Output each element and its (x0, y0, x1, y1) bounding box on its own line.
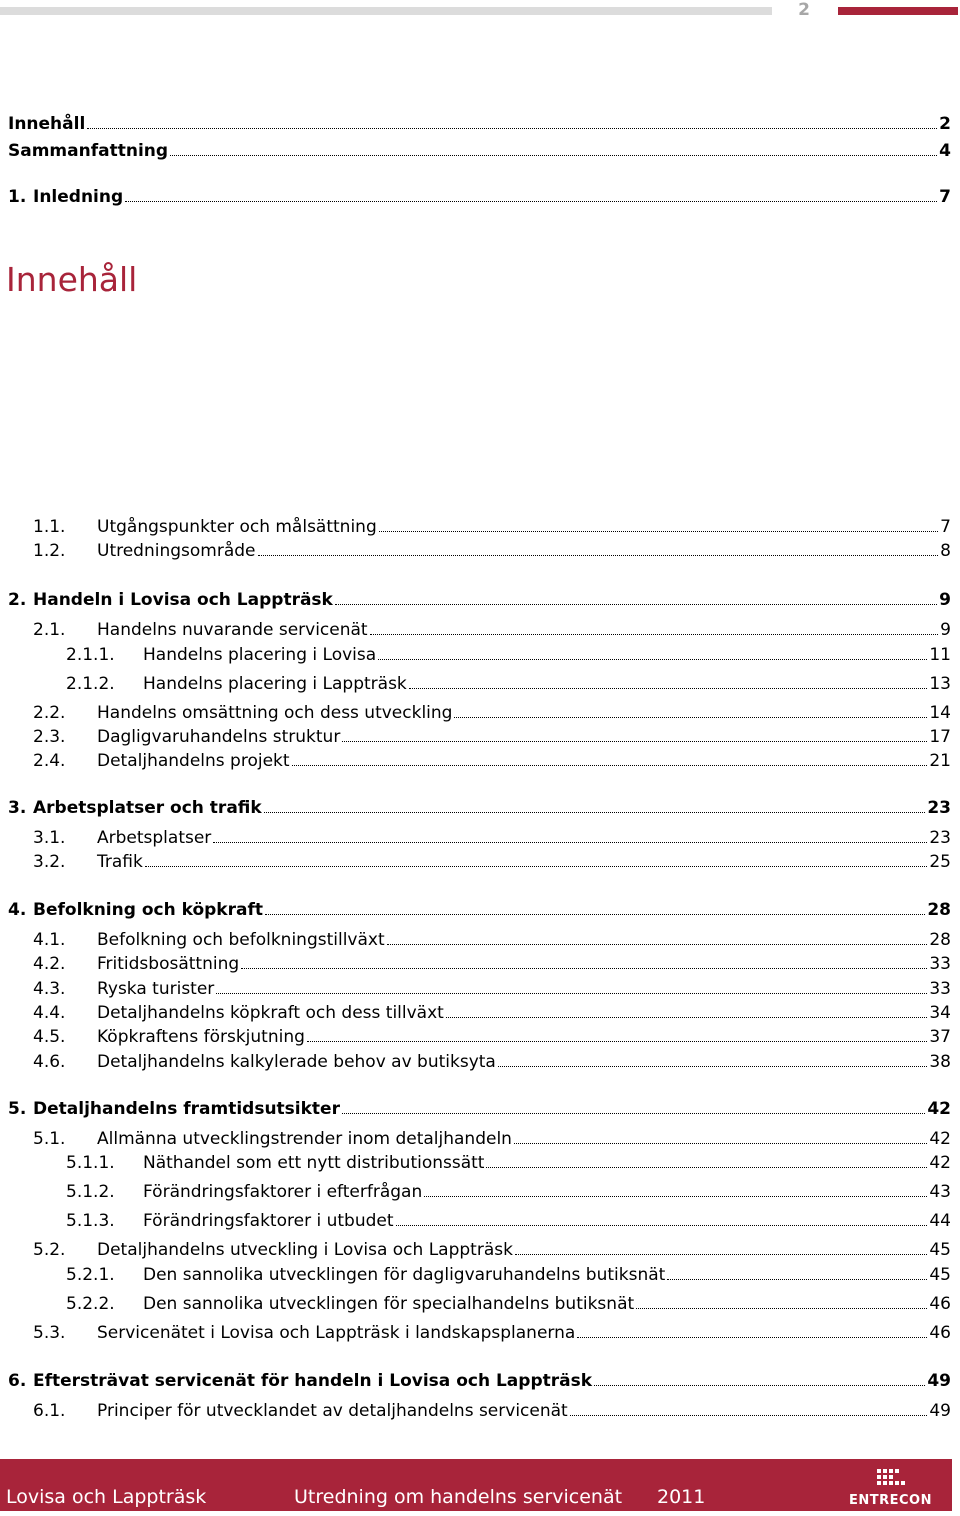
toc-entry-page: 42 (929, 1129, 951, 1149)
toc-entry-number: 5.2.2. (66, 1294, 115, 1314)
toc-entry-number: 4.3. (33, 979, 66, 999)
toc-entry-page: 9 (939, 590, 951, 610)
header-rule-accent (838, 7, 958, 15)
toc-leader-dots (570, 1414, 928, 1416)
toc-leader-dots (636, 1307, 927, 1309)
toc-entry-page: 42 (927, 1099, 951, 1119)
toc-entry-page: 9 (940, 620, 951, 640)
toc-entry[interactable] (0, 1294, 951, 1318)
toc-entry[interactable] (0, 674, 951, 698)
toc-entry-title: Eftersträvat servicenät för handeln i Lovisa och Lappträsk (33, 1371, 593, 1391)
toc-entry-page: 49 (927, 1371, 951, 1391)
toc-entry-page: 49 (929, 1401, 951, 1421)
toc-entry-number: 4.1. (33, 930, 66, 950)
footer-logo-text: ENTRECON (849, 1493, 932, 1508)
toc-entry-title: Utredningsområde (97, 541, 256, 561)
toc-leader-dots (396, 1224, 928, 1226)
toc-entry-page: 33 (929, 979, 951, 999)
toc-entry[interactable] (0, 1027, 951, 1051)
toc-entry-number: 5.1. (33, 1129, 66, 1149)
toc-entry-page: 11 (929, 645, 951, 665)
toc-entry-number: 6.1. (33, 1401, 66, 1421)
toc-leader-dots (307, 1040, 927, 1042)
toc-entry[interactable] (0, 828, 951, 852)
toc-entry-number: 2.2. (33, 703, 66, 723)
toc-entry-number: 2.4. (33, 751, 66, 771)
toc-leader-dots (241, 967, 927, 969)
toc-entry-title: Den sannolika utvecklingen för dagligvaruhandelns butiksnät (143, 1265, 666, 1285)
toc-entry[interactable] (0, 1182, 951, 1206)
toc-entry-title: Handelns placering i Lovisa (143, 645, 377, 665)
toc-leader-dots (387, 943, 928, 945)
toc-entry-title: Sammanfattning (8, 141, 169, 161)
toc-leader-dots (424, 1195, 927, 1197)
toc-entry[interactable] (0, 1003, 951, 1027)
toc-entry-page: 45 (929, 1240, 951, 1260)
toc-entry[interactable] (0, 141, 951, 165)
toc-entry[interactable] (0, 1371, 951, 1395)
toc-entry[interactable] (0, 1153, 951, 1177)
toc-entry-title: Trafik (97, 852, 143, 872)
toc-leader-dots (514, 1142, 927, 1144)
toc-leader-dots (446, 1016, 928, 1018)
toc-entry-number: 2.1. (33, 620, 66, 640)
toc-entry-number: 5.1.3. (66, 1211, 115, 1231)
toc-entry[interactable] (0, 541, 951, 565)
toc-entry[interactable] (0, 187, 951, 211)
toc-leader-dots (454, 716, 927, 718)
toc-entry-title: Servicenätet i Lovisa och Lappträsk i landskapsplanerna (97, 1323, 576, 1343)
page-title: Innehåll (6, 260, 138, 299)
toc-entry[interactable] (0, 1401, 951, 1425)
toc-entry-page: 8 (940, 541, 951, 561)
toc-entry-title: Detaljhandelns kalkylerade behov av butiksyta (97, 1052, 496, 1072)
toc-entry[interactable] (0, 590, 951, 614)
toc-leader-dots (577, 1336, 927, 1338)
toc-entry[interactable] (0, 620, 951, 644)
toc-leader-dots (667, 1278, 927, 1280)
toc-entry-number: 5.2. (33, 1240, 66, 1260)
toc-leader-dots (87, 127, 937, 129)
header-rule-gray (0, 7, 772, 15)
toc-entry[interactable] (0, 1129, 951, 1153)
toc-entry[interactable] (0, 954, 951, 978)
toc-entry[interactable] (0, 1323, 951, 1347)
toc-entry-number: 1.2. (33, 541, 66, 561)
toc-entry[interactable] (0, 1211, 951, 1235)
toc-entry-page: 7 (940, 517, 951, 537)
toc-leader-dots (216, 992, 927, 994)
toc-entry-page: 13 (929, 674, 951, 694)
toc-leader-dots (265, 913, 925, 915)
toc-entry-title: Fritidsbosättning (97, 954, 240, 974)
toc-entry-page: 42 (929, 1153, 951, 1173)
toc-entry-page: 38 (929, 1052, 951, 1072)
toc-entry-page: 43 (929, 1182, 951, 1202)
toc-leader-dots (335, 603, 937, 605)
toc-entry[interactable] (0, 852, 951, 876)
toc-entry-title: Köpkraftens förskjutning (97, 1027, 305, 1047)
toc-entry-page: 7 (939, 187, 951, 207)
toc-entry-number: 3.2. (33, 852, 66, 872)
toc-entry-page: 21 (929, 751, 951, 771)
toc-entry[interactable] (0, 751, 951, 775)
toc-entry-number: 2. (8, 590, 27, 610)
toc-entry[interactable] (0, 979, 951, 1003)
toc-entry-title: Detaljhandelns utveckling i Lovisa och Lappträsk (97, 1240, 513, 1260)
toc-entry-number: 2.1.2. (66, 674, 115, 694)
toc-entry[interactable] (0, 1052, 951, 1076)
toc-entry-number: 2.3. (33, 727, 66, 747)
toc-leader-dots (370, 633, 939, 635)
toc-leader-dots (145, 865, 928, 867)
toc-entry-title: Förändringsfaktorer i efterfrågan (143, 1182, 423, 1202)
toc-entry-page: 2 (939, 114, 951, 134)
toc-entry-number: 3. (8, 798, 27, 818)
toc-entry-title: Ryska turister (97, 979, 215, 999)
page-number: 2 (798, 0, 810, 20)
toc-entry-number: 4. (8, 900, 27, 920)
toc-entry[interactable] (0, 727, 951, 751)
toc-entry-title: Arbetsplatser och trafik (33, 798, 262, 818)
toc-leader-dots (258, 554, 939, 556)
toc-entry-number: 4.4. (33, 1003, 66, 1023)
toc-entry[interactable] (0, 114, 951, 138)
toc-leader-dots (379, 530, 938, 532)
toc-entry-page: 23 (929, 828, 951, 848)
footer-left-text: Lovisa och Lappträsk (6, 1486, 207, 1508)
toc-entry-page: 44 (929, 1211, 951, 1231)
footer-center-text: Utredning om handelns servicenät (294, 1486, 623, 1508)
toc-entry-title: Detaljhandelns projekt (97, 751, 290, 771)
toc-entry-title: Handeln i Lovisa och Lappträsk (33, 590, 333, 610)
toc-entry-title: Förändringsfaktorer i utbudet (143, 1211, 394, 1231)
toc-entry[interactable] (0, 703, 951, 727)
toc-leader-dots (170, 154, 937, 156)
toc-entry-page: 14 (929, 703, 951, 723)
toc-entry-title: Befolkning och köpkraft (33, 900, 263, 920)
toc-entry-number: 1.1. (33, 517, 66, 537)
toc-entry-page: 46 (929, 1294, 951, 1314)
toc-entry-number: 5.2.1. (66, 1265, 115, 1285)
toc-leader-dots (264, 811, 926, 813)
toc-leader-dots (292, 764, 928, 766)
toc-entry-title: Handelns nuvarande servicenät (97, 620, 368, 640)
toc-entry-page: 45 (929, 1265, 951, 1285)
toc-entry-number: 1. (8, 187, 27, 207)
toc-entry-page: 4 (939, 141, 951, 161)
toc-entry-number: 5. (8, 1099, 27, 1119)
toc-entry-title: Detaljhandelns framtidsutsikter (33, 1099, 340, 1119)
toc-entry-page: 34 (929, 1003, 951, 1023)
toc-entry-page: 23 (927, 798, 951, 818)
toc-leader-dots (213, 841, 927, 843)
toc-entry-number: 5.1.1. (66, 1153, 115, 1173)
toc-entry-title: Principer för utvecklandet av detaljhandelns servicenät (97, 1401, 568, 1421)
footer-year: 2011 (657, 1486, 706, 1508)
toc-entry-number: 5.1.2. (66, 1182, 115, 1202)
toc-entry-title: Innehåll (8, 114, 86, 134)
toc-entry-title: Den sannolika utvecklingen för specialhandelns butiksnät (143, 1294, 635, 1314)
toc-entry-page: 25 (929, 852, 951, 872)
toc-entry-title: Befolkning och befolkningstillväxt (97, 930, 385, 950)
toc-entry-number: 5.3. (33, 1323, 66, 1343)
toc-entry-title: Handelns placering i Lappträsk (143, 674, 407, 694)
toc-entry-title: Detaljhandelns köpkraft och dess tillväxt (97, 1003, 444, 1023)
toc-entry-page: 33 (929, 954, 951, 974)
toc-entry[interactable] (0, 1240, 951, 1264)
toc-entry[interactable] (0, 1099, 951, 1123)
toc-entry[interactable] (0, 930, 951, 954)
toc-leader-dots (498, 1065, 928, 1067)
toc-leader-dots (378, 658, 927, 660)
toc-entry-page: 17 (929, 727, 951, 747)
toc-entry-title: Näthandel som ett nytt distributionssätt (143, 1153, 485, 1173)
toc-entry-title: Allmänna utvecklingstrender inom detaljhandeln (97, 1129, 512, 1149)
toc-entry[interactable] (0, 1265, 951, 1289)
toc-leader-dots (342, 1112, 925, 1114)
toc-entry-title: Handelns omsättning och dess utveckling (97, 703, 453, 723)
toc-entry-title: Inledning (33, 187, 124, 207)
toc-entry-number: 3.1. (33, 828, 66, 848)
toc-entry[interactable] (0, 645, 951, 669)
toc-entry-number: 2.1.1. (66, 645, 115, 665)
toc-leader-dots (486, 1166, 927, 1168)
toc-leader-dots (515, 1253, 927, 1255)
toc-entry-page: 37 (929, 1027, 951, 1047)
toc-entry[interactable] (0, 900, 951, 924)
toc-entry-title: Utgångspunkter och målsättning (97, 517, 377, 537)
toc-leader-dots (342, 740, 927, 742)
toc-entry-number: 4.6. (33, 1052, 66, 1072)
toc-entry-number: 4.5. (33, 1027, 66, 1047)
toc-leader-dots (594, 1384, 925, 1386)
toc-entry[interactable] (0, 798, 951, 822)
toc-leader-dots (409, 687, 928, 689)
toc-leader-dots (125, 200, 937, 202)
toc-entry-title: Arbetsplatser (97, 828, 212, 848)
toc-entry-number: 4.2. (33, 954, 66, 974)
toc-entry[interactable] (0, 517, 951, 541)
toc-entry-number: 6. (8, 1371, 27, 1391)
toc-entry-page: 46 (929, 1323, 951, 1343)
toc-entry-title: Dagligvaruhandelns struktur (97, 727, 341, 747)
toc-entry-page: 28 (927, 900, 951, 920)
toc-entry-page: 28 (929, 930, 951, 950)
